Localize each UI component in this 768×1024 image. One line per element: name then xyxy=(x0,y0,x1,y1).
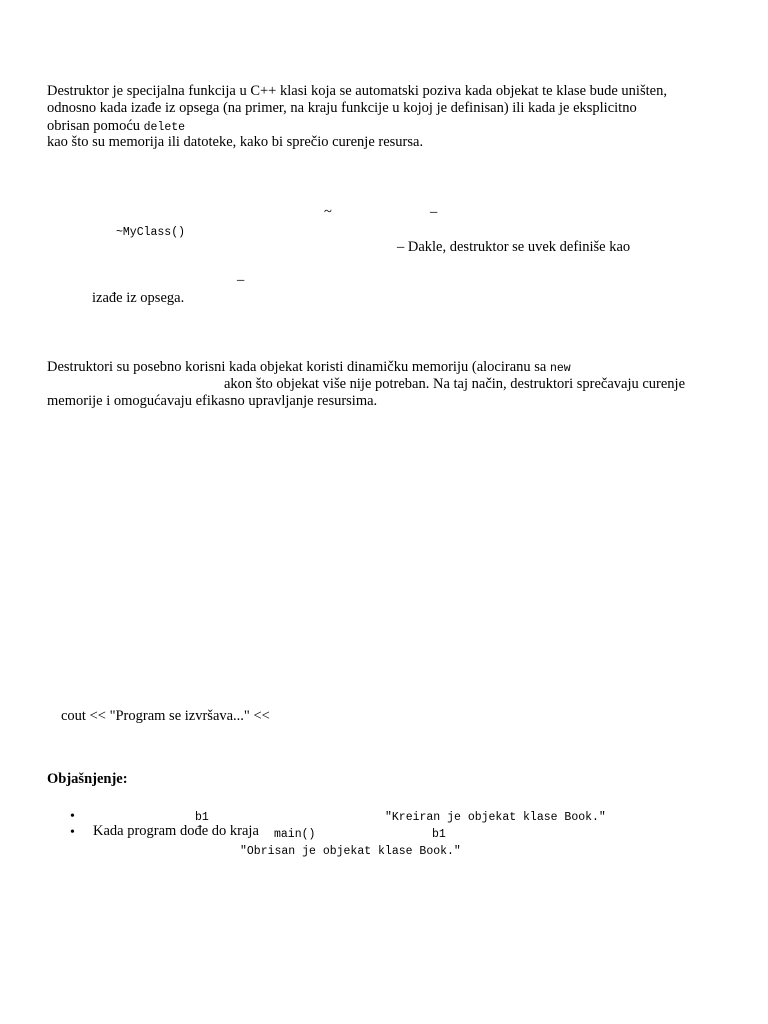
bullet-2-code-b1: b1 xyxy=(432,828,446,841)
dynamic-line-3: memorije i omogućavaju efikasno upravljanje resursima. xyxy=(47,393,378,409)
intro-line-1: Destruktor je specijalna funkcija u C++ klasi koja se automatski poziva kada objekat te klase bude uništen, xyxy=(47,83,667,99)
intro-line-3-text: obrisan pomoću xyxy=(47,118,141,134)
bullet-1-code-b1: b1 xyxy=(195,811,209,824)
delete-keyword: delete xyxy=(143,121,186,134)
intro-line-2: odnosno kada izađe iz opsega (na primer, na kraju funkcije u kojoj je definisan) ili kada je eksplicitno xyxy=(47,100,637,116)
dynamic-line-1-text: Destruktori su posebno korisni kada objekat koristi dinamičku memoriju (alociranu sa xyxy=(47,359,547,375)
tilde-symbol: ~ xyxy=(324,204,332,220)
bullet-2-code-main: main() xyxy=(274,828,316,841)
new-keyword: new xyxy=(549,362,571,375)
bullet-2-text: Kada program dođe do kraja xyxy=(93,823,259,839)
scope-text: izađe iz opsega. xyxy=(92,290,185,306)
destructor-code: ~MyClass() xyxy=(116,226,186,239)
cout-line: cout << "Program se izvršava..." << xyxy=(61,708,270,724)
dash-2: – xyxy=(237,272,245,288)
bullet-2-marker: • xyxy=(70,825,75,840)
explanation-heading: Objašnjenje: xyxy=(47,771,128,787)
syntax-explanation: – Dakle, destruktor se uvek definiše kao xyxy=(397,239,631,255)
dynamic-line-1 xyxy=(47,359,571,377)
dash-1: – xyxy=(430,204,438,220)
bullet-2-code-message: "Obrisan je objekat klase Book." xyxy=(240,845,461,858)
dynamic-line-2: akon što objekat više nije potreban. Na taj način, destruktori sprečavaju curenje xyxy=(224,376,686,392)
intro-line-4: kao što su memorija ili datoteke, kako bi sprečio curenje resursa. xyxy=(47,134,424,150)
bullet-1-code-message: "Kreiran je objekat klase Book." xyxy=(385,811,606,824)
bullet-1-marker: • xyxy=(70,809,75,824)
